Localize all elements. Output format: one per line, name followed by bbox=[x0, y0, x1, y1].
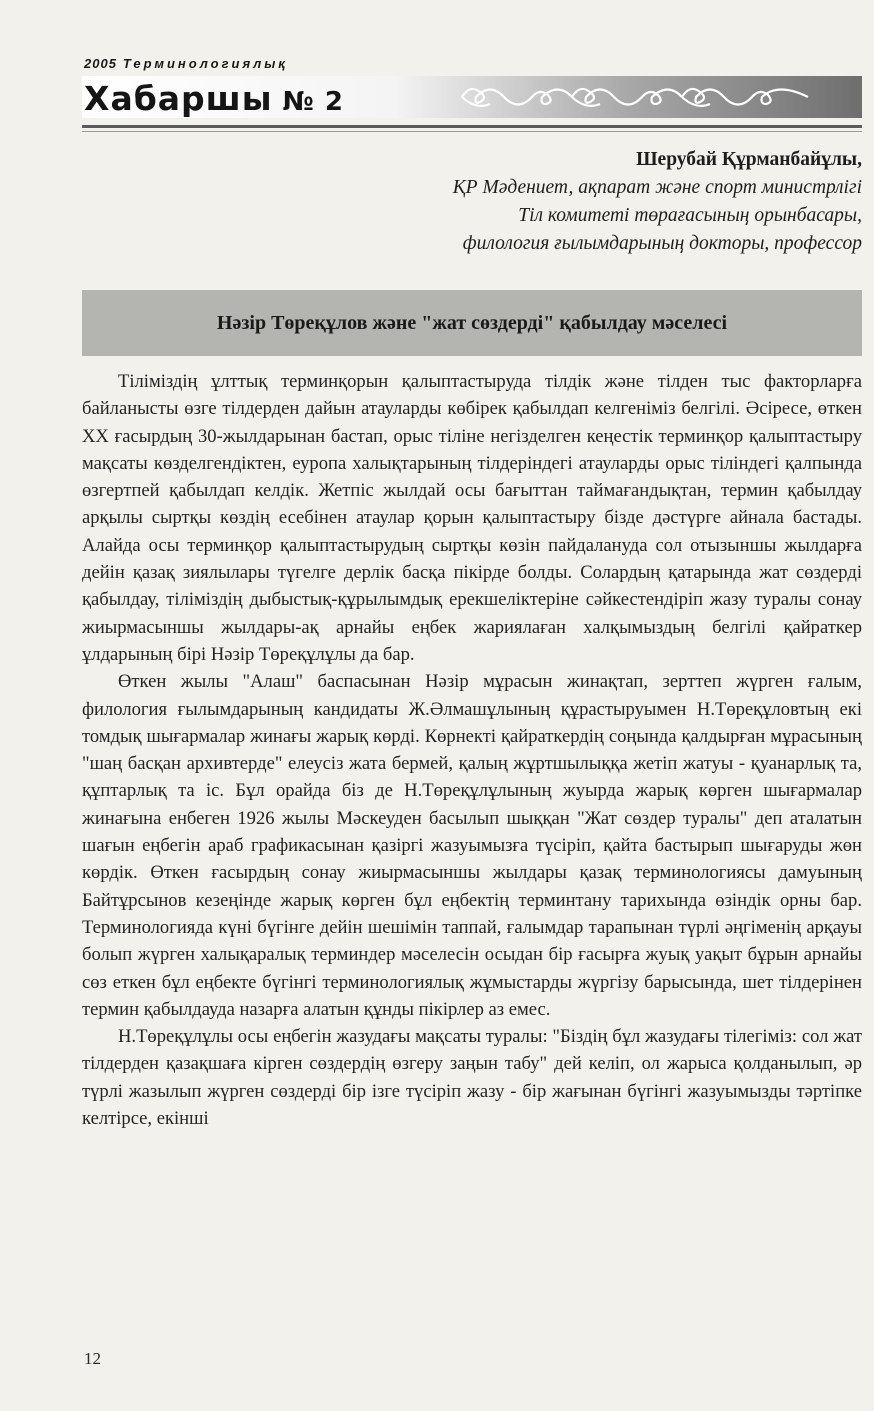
paragraph: Өткен жылы "Алаш" баспасынан Нәзір мұрасын жинақтап, зерттеп жүрген ғалым, филология ғылымдарының кандидаты Ж.Әлмашұлының құрастыруымен Н.Төреқұловтың екі томдық шығармалар жинағы жарық көрді. Көрнекті қайраткердің соңында қалдырған мұрасының "шаң басқан архивтерде" елеусіз жата бермей, қалың жұртшылыққа жетіп жатуы - қуанарлық та, құптарлық та іс. Бұл орайда біз де Н.Төреқұлұлының жуырда жарық көрген шығармалар жинағына енбеген 1926 жылы Мәскеуден басылып шыққан "Жат сөздер туралы" деп аталатын шағын еңбегін араб графикасынан қазіргі жазуымызға түсіріп, қайта бастырып шығаруды жөн көрдік. Өткен ғасырдың сонау жиырмасыншы жылдары қазақ терминологиясы дамуының Байтұрсынов кезеңінде жарық көрген бұл еңбектің терминтану тарихында өзіндік орны бар. Терминологияда күні бүгінге дейін шешімін таппай, ғалымдар тарапынан түрлі әңгіменің арқауы болып жүрген халықаралық терминдер мәселесін осыдан бір ғасырға жуық уақыт бұрын арнайы сөз еткен бұл еңбекте бүгінгі терминологиялық жұмыстарды жүргізу барысында, шет тілдерінен термин қабылдауда назарға алатын құнды пікірлер аз емес. bbox=[82, 671, 862, 1020]
header-rule bbox=[82, 125, 862, 128]
author-block bbox=[102, 146, 862, 258]
author-position-2: Тіл комитеті төрағасының орынбасары, bbox=[518, 205, 862, 226]
author-position-1: ҚР Мәдениет, ақпарат және спорт министрлігі bbox=[452, 177, 862, 198]
paragraph: Тіліміздің ұлттық терминқорын қалыптастыруда тілдік және тілден тыс факторларға байланысты өзге тілдерден дайын атауларды көбірек қабылдап келгеніміз белгілі. Әсіресе, өткен ХХ ғасырдың 30-жылдарынан бастап, орыс тіліне негізделген кеңестік терминқор қалыптастыру мақсаты көзделгендіктен, еуропа халықтарының тілдеріндегі атауларды орыс тіліндегі қалпында өзгертпей қабылдап келдік. Жетпіс жылдай осы бағыттан таймағандықтан, термин қабылдау арқылы сыртқы көздің есебінен атаулар қорын қалыптастыру бізде дәстүрге айнала бастады. Алайда осы терминқор қалыптастырудың сыртқы көзін пайдалануда сол отызыншы жылдарға дейін қазақ зиялылары түгелге дерлік басқа пікірде болды. Солардың қатарында жат сөздерді қабылдау, тіліміздің дыбыстық-құрылымдық ерекшеліктеріне сәйкестендіріп жазу туралы сонау жиырмасыншы жылдары-ақ арнайы еңбек жариялаған халқымыздың белгілі қайраткер ұлдарының бірі Нәзір Төреқұлұлы да бар. bbox=[82, 371, 862, 665]
article-body bbox=[82, 368, 862, 1132]
journal-title-text: Хабаршы bbox=[84, 79, 273, 118]
header-rule-thin bbox=[82, 131, 862, 132]
journal-name-text: Терминологиялық bbox=[122, 56, 288, 71]
author-position-3: филология ғылымдарының докторы, профессор bbox=[462, 233, 862, 254]
issue-number: № 2 bbox=[282, 87, 344, 117]
journal-name bbox=[84, 56, 288, 71]
article-title: Нәзір Төреқұлов және "жат сөздерді" қабылдау мәселесі bbox=[216, 311, 728, 334]
author-name: Шерубай Құрманбайұлы, bbox=[636, 149, 862, 170]
page-number: 12 bbox=[84, 1349, 101, 1368]
journal-title bbox=[84, 79, 344, 118]
paragraph: Н.Төреқұлұлы осы еңбегін жазудағы мақсаты туралы: "Біздің бұл жазудағы тілегіміз: сол жат тілдерден қазақшаға кірген сөздердің өзгеру заңын табу" дей келіп, ол жарыса қолданылып, әр түрлі жазылып жүрген сөздерді бір ізге түсіріп жазу - бір жағынан бүгінгі жазуымызды тәртіпке келтірсе, екінші bbox=[82, 1026, 862, 1130]
ornament-pattern-icon bbox=[460, 80, 810, 114]
article-title-band bbox=[82, 290, 862, 356]
journal-year: 2005 bbox=[84, 56, 117, 71]
